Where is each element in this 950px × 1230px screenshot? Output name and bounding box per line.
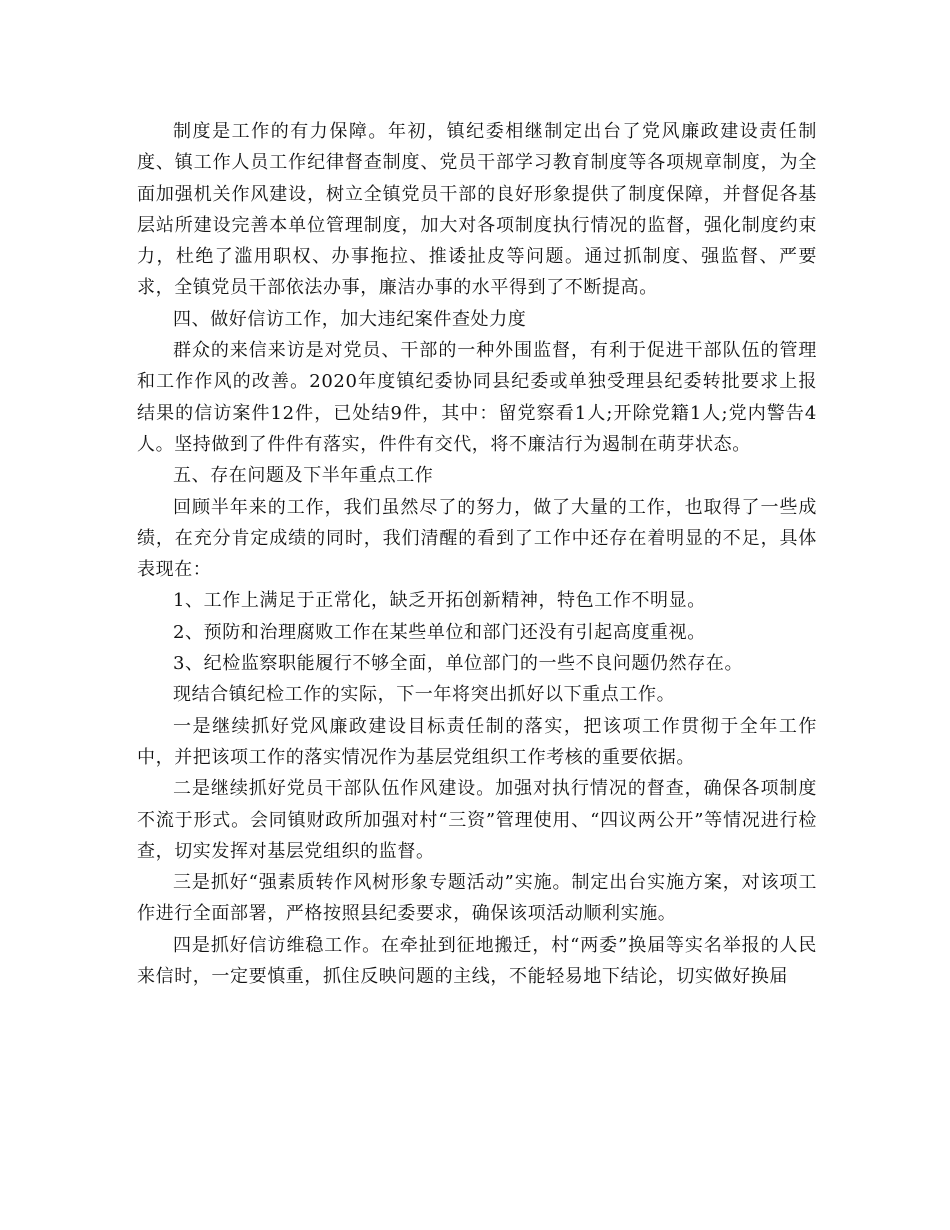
paragraph-key-work-3: 三是抓好“强素质转作风树形象专题活动”实施。制定出台实施方案，对该项工作进行全面部署，严格按照县纪委要求，确保该项活动顺利实施。 bbox=[137, 872, 817, 925]
list-item-problem-2: 2、预防和治理腐败工作在某些单位和部门还没有引起高度重视。 bbox=[173, 621, 706, 643]
paragraph-key-work-4: 四是抓好信访维稳工作。在牵扯到征地搬迁，村“两委”换届等实名举报的人民来信时，一定要慎重，抓住反映问题的主线，不能轻易地下结论，切实做好换届 bbox=[137, 934, 817, 988]
section-heading-problems: 五、存在问题及下半年重点工作 bbox=[173, 465, 434, 487]
document-body bbox=[137, 116, 817, 992]
list-item-problem-3: 3、纪检监察职能履行不够全面，单位部门的一些不良问题仍然存在。 bbox=[173, 653, 744, 675]
section-heading-petitions: 四、做好信访工作，加大违纪案件查处力度 bbox=[173, 308, 527, 330]
paragraph-key-work-1: 一是继续抓好党风廉政建设目标责任制的落实，把该项工作贯彻于全年工作中，并把该项工作的落实情况作为基层党组织工作考核的重要依据。 bbox=[137, 715, 817, 768]
paragraph-key-work-2: 二是继续抓好党员干部队伍作风建设。加强对执行情况的督查，确保各项制度不流于形式。会同镇财政所加强对村“三资”管理使用、“四议两公开”等情况进行检查，切实发挥对基层党组织的监督。 bbox=[137, 778, 817, 862]
paragraph-system-guarantee: 制度是工作的有力保障。年初，镇纪委相继制定出台了党风廉政建设责任制度、镇工作人员工作纪律督查制度、党员干部学习教育制度等各项规章制度，为全面加强机关作风建设，树立全镇党员干部的良好形象提供了制度保障，并督促各基层站所建设完善本单位管理制度，加大对各项制度执行情况的监督，强化制度约束力，杜绝了滥用职权、办事拖拉、推诿扯皮等问题。通过抓制度、强监督、严要求，全镇党员干部依法办事，廉洁办事的水平得到了不断提高。 bbox=[137, 121, 817, 299]
paragraph-petition-cases: 群众的来信来访是对党员、干部的一种外围监督，有利于促进干部队伍的管理和工作作风的改善。2020年度镇纪委协同县纪委或单独受理县纪委转批要求上报结果的信访案件12件，已处结9件，其中：留党察看1人;开除党籍1人;党内警告4人。坚持做到了件件有落实，件件有交代，将不廉洁行为遏制在萌芽状态。 bbox=[137, 340, 817, 455]
paragraph-key-work-intro: 现结合镇纪检工作的实际，下一年将突出抓好以下重点工作。 bbox=[173, 684, 676, 706]
list-item-problem-1: 1、工作上满足于正常化，缺乏开拓创新精神，特色工作不明显。 bbox=[173, 590, 706, 612]
paragraph-review: 回顾半年来的工作，我们虽然尽了的努力，做了大量的工作，也取得了一些成绩，在充分肯定成绩的同时，我们清醒的看到了工作中还存在着明显的不足，具体表现在： bbox=[137, 496, 817, 581]
